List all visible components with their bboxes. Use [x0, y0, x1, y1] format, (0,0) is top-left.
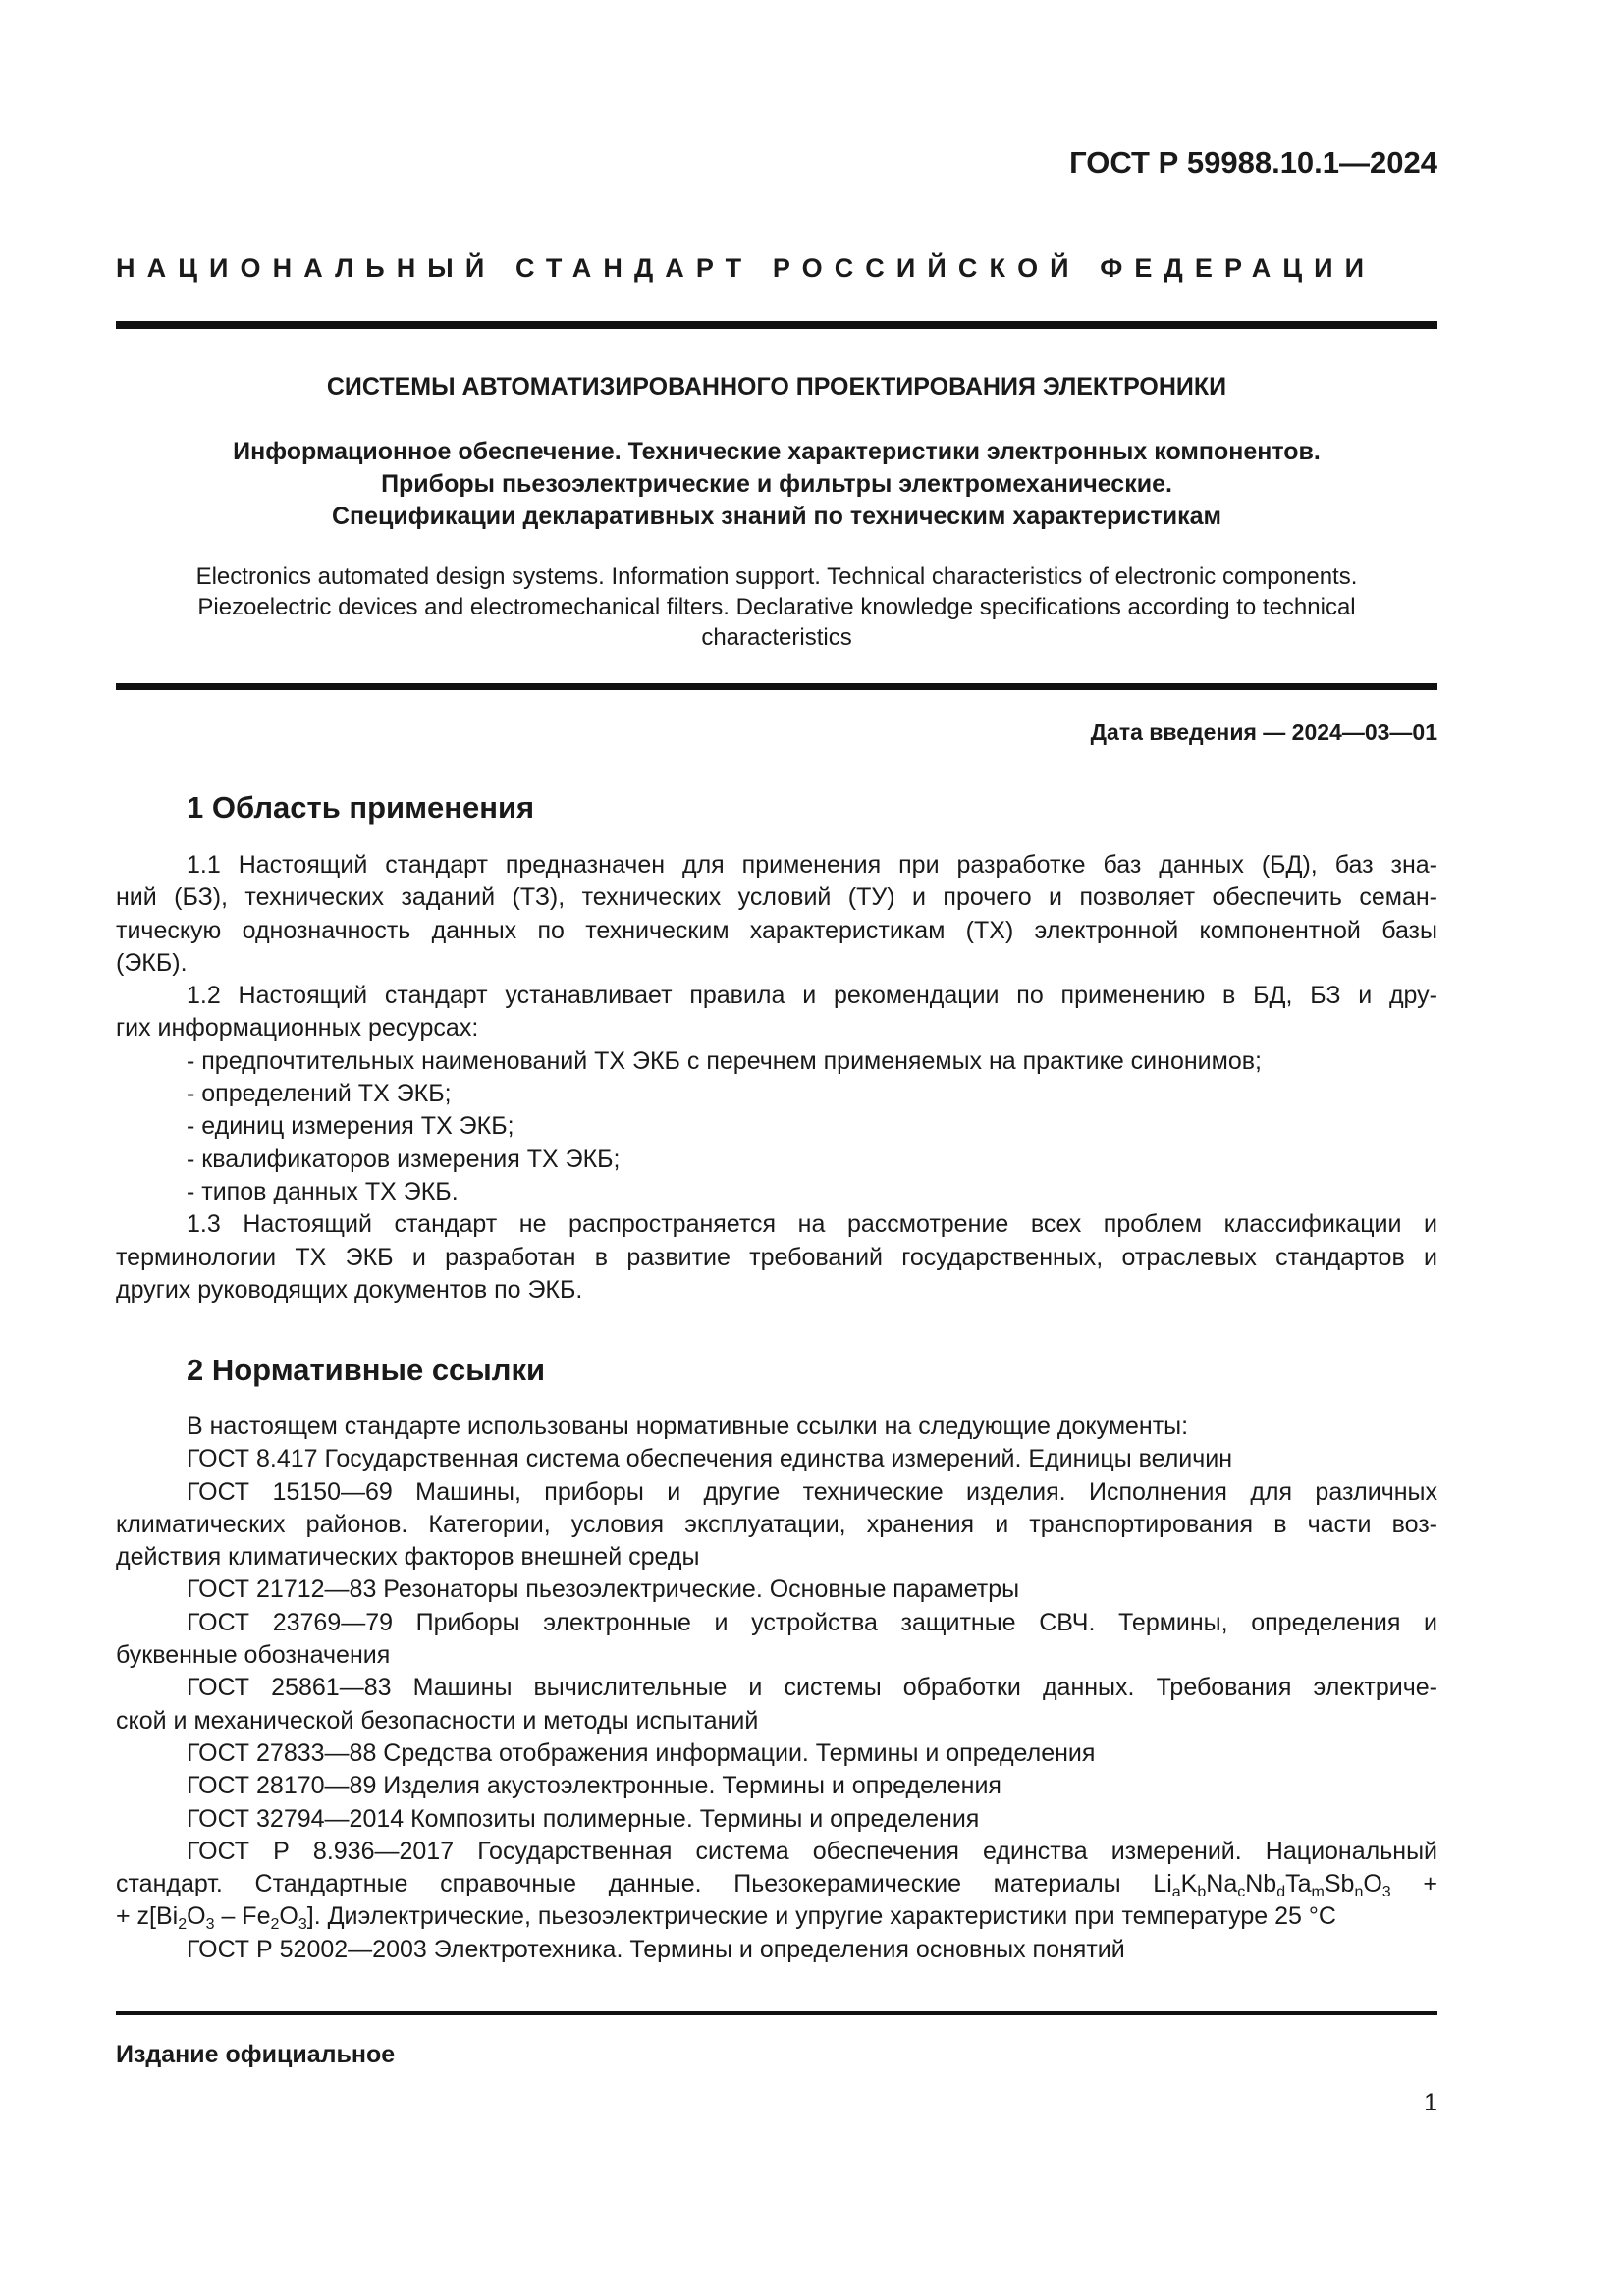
paragraph-line: гих информационных ресурсах: [116, 1014, 479, 1042]
english-title [116, 561, 1437, 653]
section-references-body [116, 1411, 1437, 1966]
list-item: - квалификаторов измерения ТХ ЭКБ; [187, 1145, 621, 1173]
paragraph-line: тическую однозначность данных по техническим характеристикам (ТХ) электронной компонентной базы [116, 916, 1437, 944]
paragraph-line: В настоящем стандарте использованы нормативные ссылки на следующие документы: [187, 1413, 1189, 1440]
paragraph-line: (ЭКБ). [116, 948, 188, 977]
formula-subscript: 3 [298, 1916, 307, 1934]
reference-item: ГОСТ Р 52002—2003 Электротехника. Термины и определения основных понятий [187, 1935, 1125, 1963]
formula-prefix: стандарт. Стандартные справочные данные. Пьезокерамические материалы [116, 1870, 1121, 1898]
subtitle-line: Приборы пьезоэлектрические и фильтры электромеханические. [381, 470, 1172, 498]
paragraph-line: 1.2 Настоящий стандарт устанавливает правила и рекомендации по применению в БД, БЗ и дру- [187, 982, 1437, 1010]
paragraph-line: других руководящих документов по ЭКБ. [116, 1275, 583, 1304]
reference-item: климатических районов. Категории, условия эксплуатации, хранения и транспортирования в части воз- [116, 1510, 1437, 1538]
paragraph-line: 1.1 Настоящий стандарт предназначен для применения при разработке баз данных (БД), баз зна- [187, 851, 1437, 879]
formula-subscript: m [1311, 1884, 1325, 1901]
formula-text: + z[Bi [116, 1902, 179, 1931]
list-item: - единиц измерения ТХ ЭКБ; [187, 1112, 514, 1141]
formula-subscript: n [1354, 1884, 1364, 1901]
reference-item: ГОСТ 28170—89 Изделия акустоэлектронные. Термины и определения [187, 1772, 1001, 1800]
gost-number: ГОСТ Р 59988.10.1—2024 [1069, 145, 1437, 180]
reference-item: ГОСТ 8.417 Государственная система обеспечения единства измерений. Единицы величин [187, 1445, 1233, 1473]
english-title-line: Piezoelectric devices and electromechanical filters. Declarative knowledge specifications according to technical [197, 594, 1356, 620]
formula-element: K [1180, 1870, 1198, 1898]
footer-rule-divider [116, 2011, 1437, 2015]
reference-item: буквенные обозначения [116, 1641, 391, 1670]
formula-element: Nb [1245, 1870, 1277, 1898]
formula-subscript: 2 [270, 1916, 280, 1934]
list-item: - предпочтительных наименований ТХ ЭКБ с перечнем применяемых на практике синонимов; [187, 1046, 1262, 1075]
subtitle-line: Информационное обеспечение. Технические характеристики электронных компонентов. [233, 438, 1321, 465]
document-title: СИСТЕМЫ АВТОМАТИЗИРОВАННОГО ПРОЕКТИРОВАНИЯ ЭЛЕКТРОНИКИ [326, 373, 1227, 400]
formula-subscript: 3 [1381, 1884, 1391, 1901]
formula-element: Li [1153, 1870, 1172, 1898]
middle-rule-divider [116, 683, 1437, 690]
formula-element: Na [1206, 1870, 1238, 1898]
list-item: - типов данных ТХ ЭКБ. [187, 1177, 459, 1205]
formula-element: Sb [1324, 1870, 1355, 1898]
reference-item: действия климатических факторов внешней среды [116, 1543, 700, 1572]
formula-line [116, 1868, 1437, 1900]
formula-subscript: 2 [178, 1916, 188, 1934]
english-title-line: characteristics [701, 624, 852, 651]
paragraph-line: ний (БЗ), технических заданий (ТЗ), технических условий (ТУ) и прочего и позволяет обеспечить семан- [116, 883, 1437, 912]
section-heading-scope: 1 Область применения [187, 790, 535, 825]
reference-item: ской и механической безопасности и методы испытаний [116, 1706, 759, 1735]
national-standard-title: НАЦИОНАЛЬНЫЙ СТАНДАРТ РОССИЙСКОЙ ФЕДЕРАЦИИ [116, 253, 1377, 283]
top-rule-divider [116, 321, 1437, 329]
paragraph-line: 1.3 Настоящий стандарт не распространяется на рассмотрение всех проблем классификации и [187, 1210, 1437, 1239]
formula-element: Ta [1285, 1870, 1312, 1898]
section-heading-references: 2 Нормативные ссылки [187, 1353, 546, 1387]
reference-item: ГОСТ 25861—83 Машины вычислительные и системы обработки данных. Требования электриче- [187, 1674, 1437, 1702]
formula-subscript: c [1237, 1884, 1246, 1901]
introduction-date: Дата введения — 2024—03—01 [1090, 720, 1437, 745]
reference-item: ГОСТ 15150—69 Машины, приборы и другие технические изделия. Исполнения для различных [187, 1477, 1437, 1506]
formula-suffix: + [1423, 1870, 1437, 1898]
page-number: 1 [1424, 2089, 1437, 2116]
english-title-line: Electronics automated design systems. Information support. Technical characteristics of electronic components. [195, 563, 1358, 590]
formula-text: ]. Диэлектрические, пьезоэлектрические и упругие характеристики при температуре 25 °С [306, 1902, 1336, 1931]
formula-element: O [1363, 1870, 1382, 1898]
chemical-formula [1153, 1870, 1391, 1901]
reference-item: ГОСТ 32794—2014 Композиты полимерные. Термины и определения [187, 1804, 980, 1833]
subtitle-line: Спецификации декларативных знаний по техническим характеристикам [331, 503, 1222, 530]
reference-item: ГОСТ 21712—83 Резонаторы пьезоэлектрические. Основные параметры [187, 1575, 1020, 1604]
paragraph-line: терминологии ТХ ЭКБ и разработан в развитие требований государственных, отраслевых стандартов и [116, 1243, 1437, 1271]
section-scope-body [116, 849, 1437, 1307]
reference-item: ГОСТ 27833—88 Средства отображения информации. Термины и определения [187, 1738, 1096, 1767]
reference-item: ГОСТ Р 8.936—2017 Государственная система обеспечения единства измерений. Национальный [187, 1837, 1437, 1865]
list-item: - определений ТХ ЭКБ; [187, 1080, 452, 1108]
formula-line [116, 1900, 1437, 1933]
document-subtitle [116, 436, 1437, 533]
formula-subscript: a [1171, 1884, 1181, 1901]
reference-item: ГОСТ 23769—79 Приборы электронные и устройства защитные СВЧ. Термины, определения и [187, 1608, 1437, 1636]
formula-subscript: b [1197, 1884, 1207, 1901]
formula-subscript: d [1276, 1884, 1286, 1901]
formula-text: O [187, 1902, 206, 1931]
formula-subscript: 3 [205, 1916, 215, 1934]
edition-label: Издание официальное [116, 2041, 396, 2068]
formula-text: O [279, 1902, 298, 1931]
formula-text: – Fe [214, 1902, 271, 1931]
